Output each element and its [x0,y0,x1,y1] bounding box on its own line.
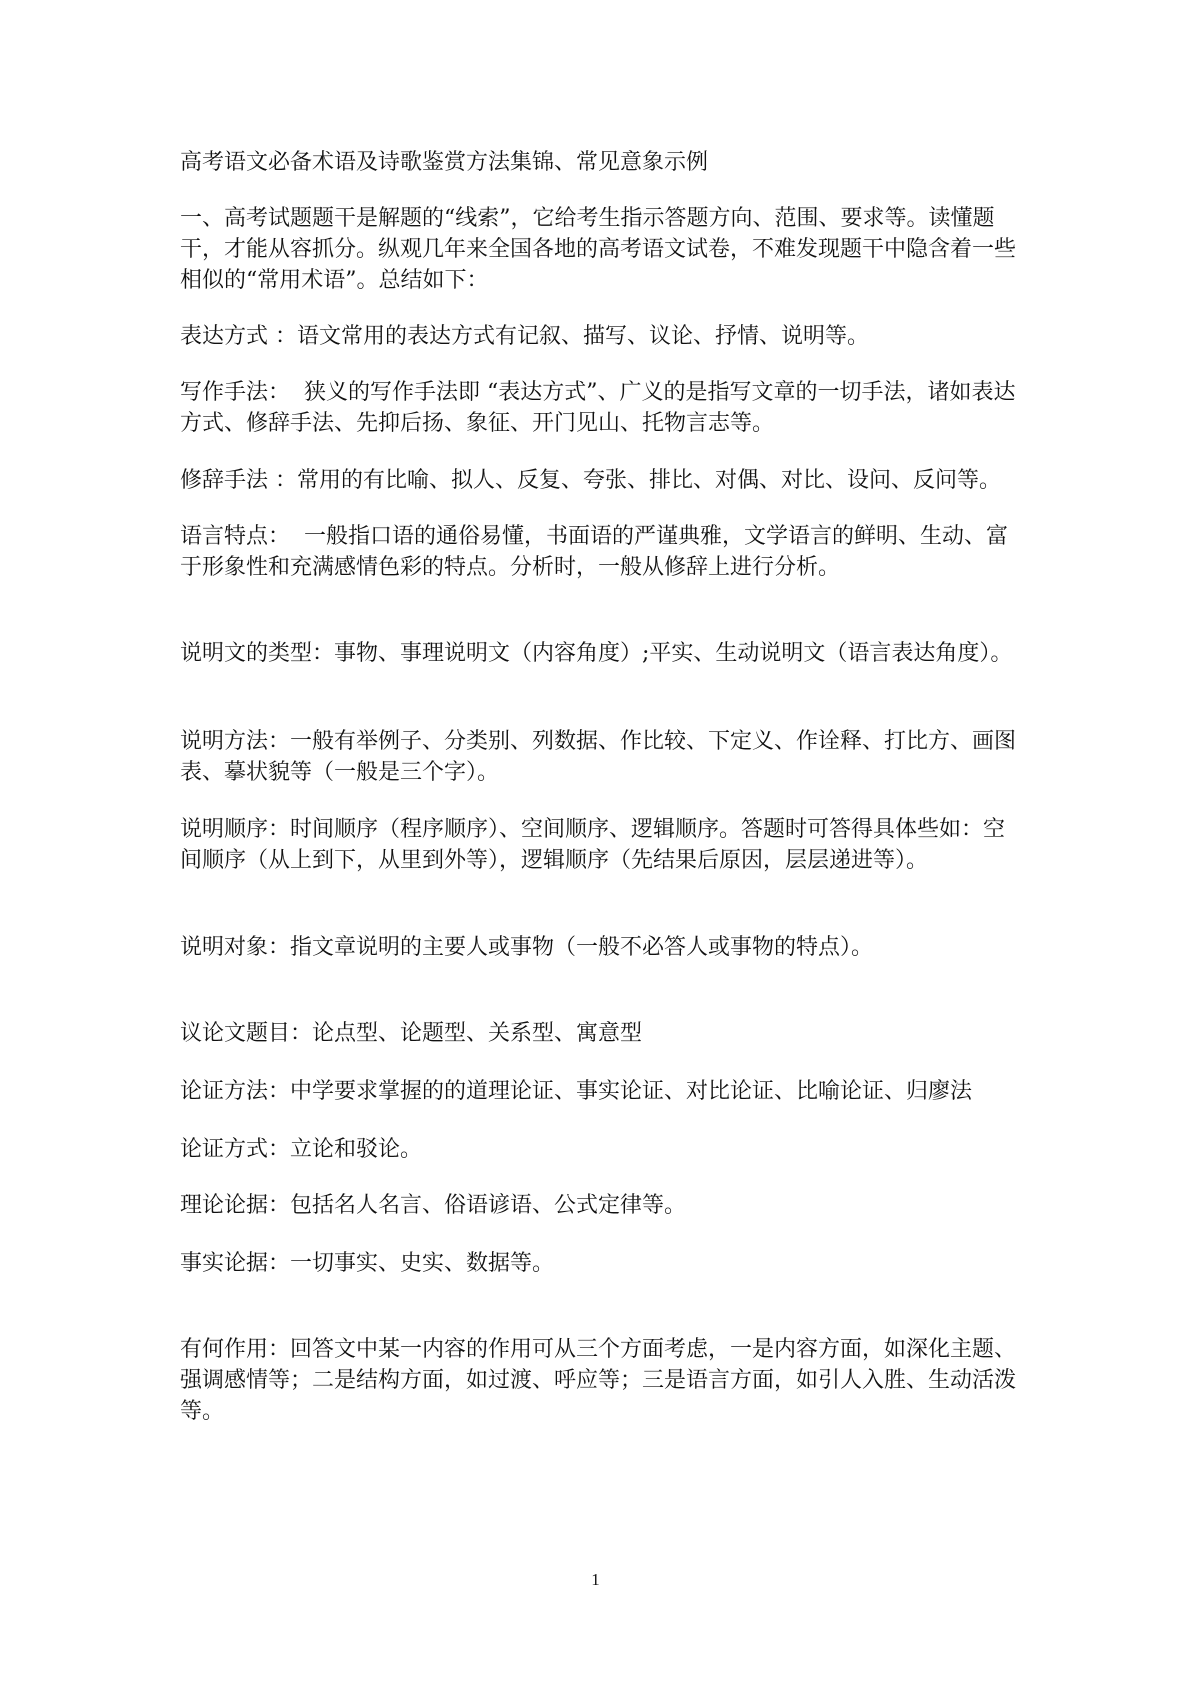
paragraph-language-features: 语言特点： 一般指口语的通俗易懂，书面语的严谨典雅，文学语言的鲜明、生动、富于形象性和充满感情色彩的特点。分析时，一般从修辞上进行分析。 [180,524,1008,580]
paragraph-fact-evidence: 事实论据：一切事实、史实、数据等。 [180,1251,555,1276]
paragraph-rhetoric: 修辞手法 ：常用的有比喻、拟人、反复、夸张、排比、对偶、对比、设问、反问等。 [180,468,1001,493]
paragraph-argument-titles: 议论文题目：论点型、论题型、关系型、寓意型 [180,1021,643,1046]
paragraph-theory-evidence: 理论论据：包括名人名言、俗语谚语、公式定律等。 [180,1193,687,1218]
paragraph-argument-methods: 论证方法：中学要求掌握的的道理论证、事实论证、对比论证、比喻论证、归廖法 [180,1079,973,1104]
document-page [180,0,1020,1684]
paragraph-explanation-methods: 说明方法：一般有举例子、分类别、列数据、作比较、下定义、作诠释、打比方、画图表、摹状貌等（一般是三个字）。 [180,729,1017,785]
paragraph-expression-modes: 表达方式 ：语文常用的表达方式有记叙、描写、议论、抒情、说明等。 [180,324,869,349]
paragraph-argument-forms: 论证方式：立论和驳论。 [180,1137,423,1162]
page-number: 1 [591,1570,600,1589]
paragraph-writing-techniques: 写作手法： 狭义的写作手法即 “表达方式”、广义的是指写文章的一切手法，诸如表达方式、修辞手法、先抑后扬、象征、开门见山、托物言志等。 [180,380,1016,436]
paragraph-expository-types: 说明文的类型：事物、事理说明文（内容角度）;平实、生动说明文（语言表达角度）。 [180,641,1013,666]
paragraph-explanation-object: 说明对象：指文章说明的主要人或事物（一般不必答人或事物的特点）。 [180,935,874,960]
paragraph-intro: 一、高考试题题干是解题的“线索”，它给考生指示答题方向、范围、要求等。读懂题干，才能从容抓分。纵观几年来全国各地的高考语文试卷，不难发现题干中隐含着一些相似的“常用术语”。总结如下： [180,206,1017,293]
document-title: 高考语文必备术语及诗歌鉴赏方法集锦、常见意象示例 [180,150,709,175]
paragraph-explanation-order: 说明顺序：时间顺序（程序顺序）、空间顺序、逻辑顺序。答题时可答得具体些如：空间顺序（从上到下，从里到外等），逻辑顺序（先结果后原因，层层递进等）。 [180,817,1006,873]
paragraph-function: 有何作用：回答文中某一内容的作用可从三个方面考虑，一是内容方面，如深化主题、强调感情等；二是结构方面，如过渡、呼应等；三是语言方面，如引人入胜、生动活泼等。 [180,1337,1017,1424]
